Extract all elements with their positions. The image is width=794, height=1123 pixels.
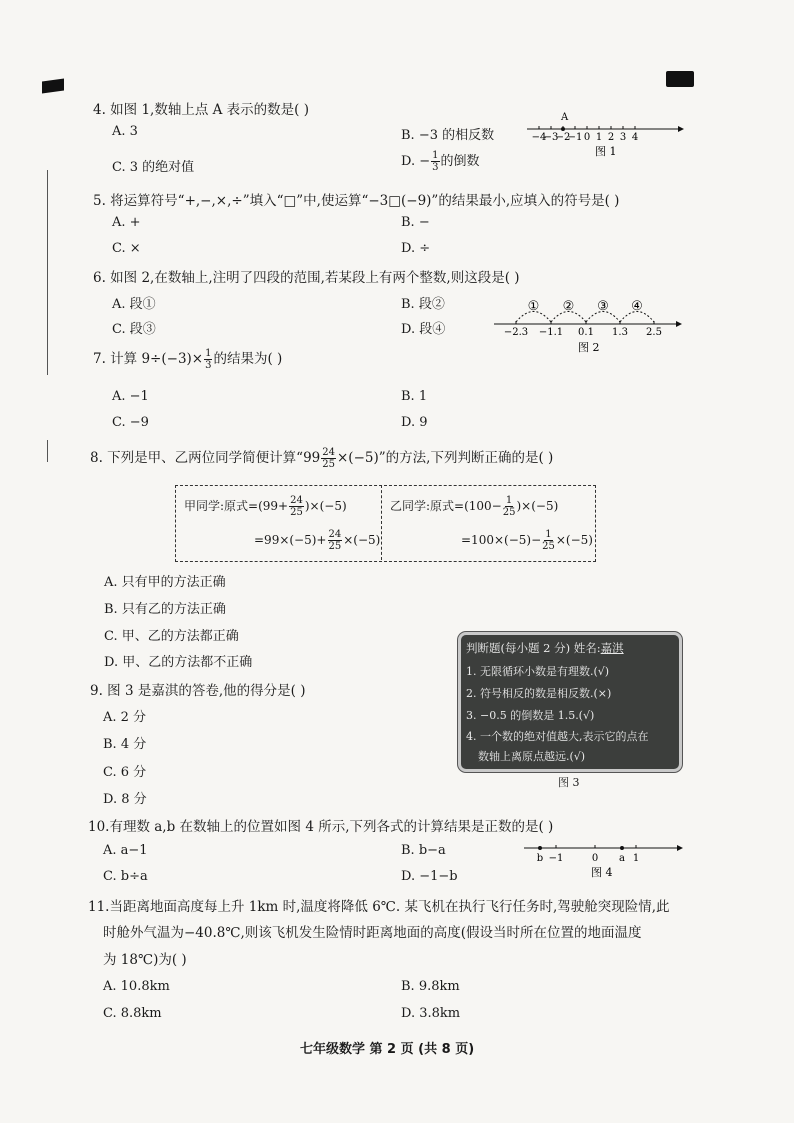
jia-line-1: 甲同学:原式=(99+ $\frac{24}{25}$ )×(−5) [184, 495, 347, 518]
figure-1-number-line [525, 108, 685, 160]
fig1-tick-label: 4 [631, 132, 639, 143]
fig2-tick-label: 1.3 [612, 327, 628, 338]
q6-option-c[interactable]: C. 段③ [112, 322, 156, 337]
q4-option-b[interactable]: B. −3 的相反数 [401, 128, 495, 143]
card-student-name: 嘉淇 [600, 641, 624, 655]
q9-stem: 9. 图 3 是嘉淇的答卷,他的得分是( ) [90, 683, 306, 699]
fig2-segment-label: ④ [631, 299, 643, 314]
q5-option-a[interactable]: A. + [112, 215, 141, 230]
q8-option-b[interactable]: B. 只有乙的方法正确 [104, 602, 226, 617]
fig2-segment-label: ③ [597, 299, 609, 314]
q7-option-d[interactable]: D. 9 [401, 415, 428, 430]
yi-line-1: 乙同学:原式=(100− $\frac{1}{25}$ )×(−5) [390, 495, 559, 518]
q5-option-b[interactable]: B. − [401, 215, 430, 230]
fig2-segment-label: ② [562, 299, 575, 314]
point-a-label: A [561, 112, 569, 123]
yi-line-2: =100×(−5)− $\frac{1}{25}$ ×(−5) [461, 529, 593, 552]
q4-option-a[interactable]: A. 3 [112, 124, 138, 139]
q7-option-b[interactable]: B. 1 [401, 389, 428, 404]
card-line-5: 数轴上离原点越远.(√) [478, 750, 586, 763]
q11-option-b[interactable]: B. 9.8km [401, 979, 460, 994]
fig1-tick-label: −3 [543, 132, 559, 143]
q5-stem: 5. 将运算符号“+,−,×,÷”填入“□”中,使运算“−3□(−9)”的结果最小,应填入的符号是( ) [93, 193, 620, 209]
q7-fraction: $\frac{1}{3}$ [205, 348, 212, 371]
fig2-tick-label: −1.1 [538, 327, 564, 338]
fig4-point [538, 846, 542, 850]
fig4-label: 0 [591, 853, 599, 864]
q4-option-c[interactable]: C. 3 的绝对值 [112, 160, 195, 175]
q9-option-a[interactable]: A. 2 分 [103, 710, 147, 725]
q11-option-c[interactable]: C. 8.8km [103, 1006, 162, 1021]
q11-line-3: 为 18℃)为( ) [103, 952, 187, 968]
q6-option-b[interactable]: B. 段② [401, 297, 445, 312]
figure-4-number-line [522, 840, 686, 882]
q8-option-a[interactable]: A. 只有甲的方法正确 [104, 575, 226, 590]
q4-option-d[interactable]: D. − $\frac{1}{3}$ 的倒数 [401, 150, 480, 173]
q6-option-a[interactable]: A. 段① [112, 297, 156, 312]
binding-line [47, 170, 48, 375]
fig1-tick-label: 3 [619, 132, 627, 143]
card-line-4: 4. 一个数的绝对值越大,表示它的点在 [466, 730, 649, 743]
point-a-dot [561, 127, 565, 131]
q4-stem: 4. 如图 1,数轴上点 A 表示的数是( ) [93, 102, 309, 118]
figure-3-caption: 图 3 [558, 776, 580, 789]
card-line-2: 2. 符号相反的数是相反数.(×) [466, 687, 612, 700]
q5-option-c[interactable]: C. × [112, 241, 141, 256]
q4-d-fraction: $\frac{1}{3}$ [432, 150, 439, 173]
fig2-tick-label: 2.5 [646, 327, 662, 338]
fig2-segment-label: ① [527, 299, 540, 314]
q11-line-2: 时舱外气温为−40.8℃,则该飞机发生险情时距离地面的高度(假设当时所在位置的地面温度 [103, 925, 642, 941]
fig1-tick-label: −4 [531, 132, 547, 143]
q9-option-d[interactable]: D. 8 分 [103, 792, 147, 807]
fig4-label: b [536, 853, 544, 864]
q10-option-b[interactable]: B. b−a [401, 843, 446, 858]
registration-mark-right [666, 71, 694, 87]
q7-stem: 7. 计算 9÷(−3)× $\frac{1}{3}$ 的结果为( ) [93, 348, 283, 371]
q10-option-d[interactable]: D. −1−b [401, 869, 458, 884]
solution-box-divider [381, 485, 382, 560]
fig1-tick-label: −1 [567, 132, 583, 143]
q7-option-a[interactable]: A. −1 [112, 389, 149, 404]
figure-2-caption: 图 2 [578, 341, 600, 354]
fig1-tick-label: 1 [595, 132, 603, 143]
card-header: 判断题(每小题 2 分) 姓名:嘉淇 [466, 641, 624, 655]
q11-line-1: 11.当距离地面高度每上升 1km 时,温度将降低 6℃. 某飞机在执行飞行任务时,驾驶舱突现险情,此 [88, 899, 670, 915]
q8-option-c[interactable]: C. 甲、乙的方法都正确 [104, 629, 239, 644]
q7-option-c[interactable]: C. −9 [112, 415, 149, 430]
registration-mark-left [42, 78, 64, 93]
card-line-3: 3. −0.5 的倒数是 1.5.(√) [466, 709, 595, 722]
fig1-tick-label: −2 [555, 132, 571, 143]
figure-1-caption: 图 1 [595, 145, 617, 158]
fig1-tick-label: 2 [607, 132, 615, 143]
fig4-label: a [619, 853, 625, 864]
q8-option-d[interactable]: D. 甲、乙的方法都不正确 [104, 655, 253, 670]
q11-option-d[interactable]: D. 3.8km [401, 1006, 461, 1021]
figure-4-caption: 图 4 [591, 866, 613, 879]
q10-option-c[interactable]: C. b÷a [103, 869, 148, 884]
q11-option-a[interactable]: A. 10.8km [103, 979, 170, 994]
fig2-tick-label: −2.3 [503, 327, 529, 338]
q9-option-c[interactable]: C. 6 分 [103, 765, 147, 780]
card-line-1: 1. 无限循环小数是有理数.(√) [466, 665, 610, 678]
fig1-tick-label: 0 [583, 132, 591, 143]
page-footer: 七年级数学 第 2 页 (共 8 页) [300, 1042, 475, 1057]
q5-option-d[interactable]: D. ÷ [401, 241, 431, 256]
q8-fraction: $\frac{24}{25}$ [322, 447, 335, 470]
jia-line-2: =99×(−5)+ $\frac{24}{25}$ ×(−5) [254, 529, 381, 552]
fig4-label: 1 [632, 853, 640, 864]
figure-2-number-line [492, 293, 684, 355]
q10-option-a[interactable]: A. a−1 [103, 843, 148, 858]
fig4-point [620, 846, 624, 850]
binding-line-short [47, 440, 48, 462]
q9-option-b[interactable]: B. 4 分 [103, 737, 147, 752]
q6-stem: 6. 如图 2,在数轴上,注明了四段的范围,若某段上有两个整数,则这段是( ) [93, 270, 520, 286]
q6-option-d[interactable]: D. 段④ [401, 322, 446, 337]
fig2-tick-label: 0.1 [578, 327, 594, 338]
q10-stem: 10.有理数 a,b 在数轴上的位置如图 4 所示,下列各式的计算结果是正数的是( ) [88, 819, 554, 835]
fig4-label: −1 [548, 853, 564, 864]
q8-stem: 8. 下列是甲、乙两位同学简便计算“99 $\frac{24}{25}$ ×(−5)”的方法,下列判断正确的是( ) [90, 447, 554, 470]
